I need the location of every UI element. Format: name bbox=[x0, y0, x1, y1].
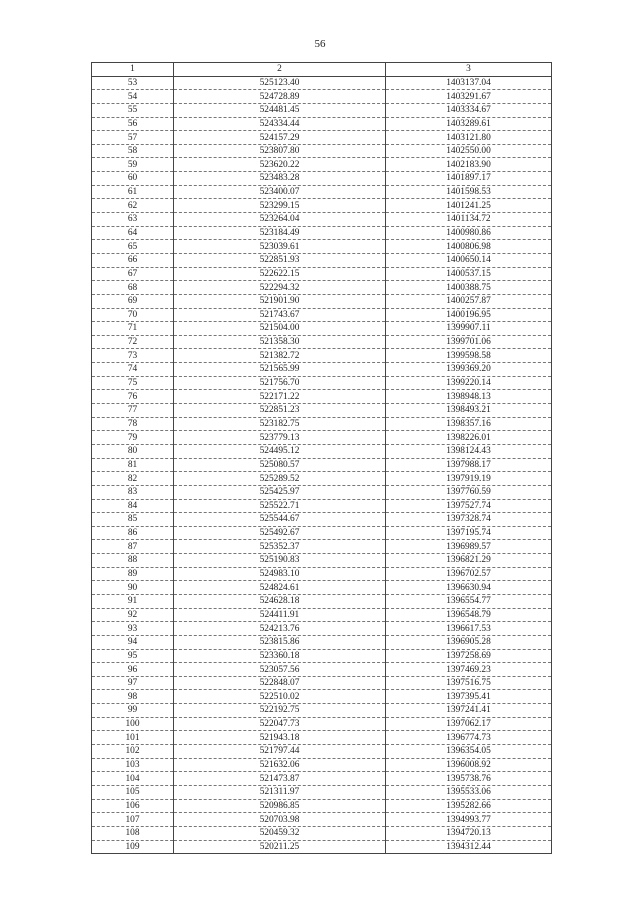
x-coordinate-cell: 525080.57 bbox=[174, 458, 386, 472]
y-coordinate-cell: 1401598.53 bbox=[386, 185, 552, 199]
table-row bbox=[92, 594, 552, 608]
y-coordinate-cell: 1400537.15 bbox=[386, 267, 552, 281]
x-coordinate-cell: 520986.85 bbox=[174, 799, 386, 813]
y-coordinate-cell: 1400388.75 bbox=[386, 281, 552, 295]
y-coordinate-cell: 1399907.11 bbox=[386, 322, 552, 336]
table-row bbox=[92, 117, 552, 131]
y-coordinate-cell: 1397760.59 bbox=[386, 485, 552, 499]
table-row bbox=[92, 158, 552, 172]
point-number-cell: 82 bbox=[92, 472, 174, 486]
x-coordinate-cell: 520211.25 bbox=[174, 840, 386, 854]
x-coordinate-cell: 523815.86 bbox=[174, 635, 386, 649]
table-row bbox=[92, 172, 552, 186]
table-row bbox=[92, 772, 552, 786]
x-coordinate-cell: 525289.52 bbox=[174, 472, 386, 486]
point-number-cell: 97 bbox=[92, 676, 174, 690]
table-row bbox=[92, 581, 552, 595]
point-number-cell: 72 bbox=[92, 335, 174, 349]
table-row bbox=[92, 731, 552, 745]
x-coordinate-cell: 521473.87 bbox=[174, 772, 386, 786]
y-coordinate-cell: 1400650.14 bbox=[386, 253, 552, 267]
point-number-cell: 60 bbox=[92, 172, 174, 186]
x-coordinate-cell: 525123.40 bbox=[174, 76, 386, 90]
y-coordinate-cell: 1399220.14 bbox=[386, 376, 552, 390]
y-coordinate-cell: 1399598.58 bbox=[386, 349, 552, 363]
x-coordinate-cell: 523620.22 bbox=[174, 158, 386, 172]
x-coordinate-cell: 524334.44 bbox=[174, 117, 386, 131]
table-row bbox=[92, 758, 552, 772]
x-coordinate-cell: 524481.45 bbox=[174, 103, 386, 117]
x-coordinate-cell: 522047.73 bbox=[174, 717, 386, 731]
y-coordinate-cell: 1396630.94 bbox=[386, 581, 552, 595]
x-coordinate-cell: 522171.22 bbox=[174, 390, 386, 404]
y-coordinate-cell: 1401134.72 bbox=[386, 213, 552, 227]
point-number-cell: 92 bbox=[92, 608, 174, 622]
point-number-cell: 55 bbox=[92, 103, 174, 117]
table-row bbox=[92, 322, 552, 336]
table-header-row bbox=[92, 63, 552, 77]
point-number-cell: 107 bbox=[92, 813, 174, 827]
y-coordinate-cell: 1396354.05 bbox=[386, 745, 552, 759]
x-coordinate-cell: 521632.06 bbox=[174, 758, 386, 772]
point-number-cell: 74 bbox=[92, 363, 174, 377]
point-number-cell: 80 bbox=[92, 444, 174, 458]
point-number-cell: 75 bbox=[92, 376, 174, 390]
y-coordinate-cell: 1395282.66 bbox=[386, 799, 552, 813]
table-row bbox=[92, 635, 552, 649]
x-coordinate-cell: 523057.56 bbox=[174, 663, 386, 677]
y-coordinate-cell: 1398357.16 bbox=[386, 417, 552, 431]
table-row bbox=[92, 213, 552, 227]
x-coordinate-cell: 522192.75 bbox=[174, 704, 386, 718]
x-coordinate-cell: 525544.67 bbox=[174, 513, 386, 527]
x-coordinate-cell: 523184.49 bbox=[174, 226, 386, 240]
x-coordinate-cell: 523483.28 bbox=[174, 172, 386, 186]
point-number-cell: 109 bbox=[92, 840, 174, 854]
point-number-cell: 64 bbox=[92, 226, 174, 240]
table-row bbox=[92, 785, 552, 799]
x-coordinate-cell: 523039.61 bbox=[174, 240, 386, 254]
point-number-cell: 102 bbox=[92, 745, 174, 759]
x-coordinate-cell: 523779.13 bbox=[174, 431, 386, 445]
x-coordinate-cell: 524824.61 bbox=[174, 581, 386, 595]
table-row bbox=[92, 431, 552, 445]
table-row bbox=[92, 540, 552, 554]
table-row bbox=[92, 690, 552, 704]
y-coordinate-cell: 1397258.69 bbox=[386, 649, 552, 663]
x-coordinate-cell: 525190.83 bbox=[174, 554, 386, 568]
x-coordinate-cell: 521504.00 bbox=[174, 322, 386, 336]
y-coordinate-cell: 1400257.87 bbox=[386, 294, 552, 308]
point-number-cell: 90 bbox=[92, 581, 174, 595]
x-coordinate-cell: 521382.72 bbox=[174, 349, 386, 363]
table-row bbox=[92, 745, 552, 759]
point-number-cell: 73 bbox=[92, 349, 174, 363]
x-coordinate-cell: 523299.15 bbox=[174, 199, 386, 213]
point-number-cell: 77 bbox=[92, 404, 174, 418]
y-coordinate-cell: 1403289.61 bbox=[386, 117, 552, 131]
x-coordinate-cell: 522294.32 bbox=[174, 281, 386, 295]
y-coordinate-cell: 1397919.19 bbox=[386, 472, 552, 486]
x-coordinate-cell: 522851.23 bbox=[174, 404, 386, 418]
point-number-cell: 54 bbox=[92, 90, 174, 104]
x-coordinate-cell: 522851.93 bbox=[174, 253, 386, 267]
table-row bbox=[92, 308, 552, 322]
point-number-cell: 81 bbox=[92, 458, 174, 472]
y-coordinate-cell: 1396008.92 bbox=[386, 758, 552, 772]
point-number-cell: 88 bbox=[92, 554, 174, 568]
point-number-cell: 57 bbox=[92, 131, 174, 145]
point-number-cell: 63 bbox=[92, 213, 174, 227]
table-row bbox=[92, 840, 552, 854]
x-coordinate-cell: 521358.30 bbox=[174, 335, 386, 349]
y-coordinate-cell: 1399701.06 bbox=[386, 335, 552, 349]
x-coordinate-cell: 523182.75 bbox=[174, 417, 386, 431]
table-row bbox=[92, 294, 552, 308]
y-coordinate-cell: 1398226.01 bbox=[386, 431, 552, 445]
table-row bbox=[92, 717, 552, 731]
point-number-cell: 106 bbox=[92, 799, 174, 813]
table-row bbox=[92, 376, 552, 390]
y-coordinate-cell: 1397516.75 bbox=[386, 676, 552, 690]
point-number-cell: 101 bbox=[92, 731, 174, 745]
x-coordinate-cell: 525352.37 bbox=[174, 540, 386, 554]
table-row bbox=[92, 90, 552, 104]
point-number-cell: 76 bbox=[92, 390, 174, 404]
table-row bbox=[92, 144, 552, 158]
point-number-cell: 78 bbox=[92, 417, 174, 431]
y-coordinate-cell: 1397988.17 bbox=[386, 458, 552, 472]
x-coordinate-cell: 525522.71 bbox=[174, 499, 386, 513]
x-coordinate-cell: 524157.29 bbox=[174, 131, 386, 145]
y-coordinate-cell: 1397328.74 bbox=[386, 513, 552, 527]
y-coordinate-cell: 1401897.17 bbox=[386, 172, 552, 186]
point-number-cell: 84 bbox=[92, 499, 174, 513]
x-coordinate-cell: 524411.91 bbox=[174, 608, 386, 622]
point-number-cell: 95 bbox=[92, 649, 174, 663]
x-coordinate-cell: 521797.44 bbox=[174, 745, 386, 759]
point-number-cell: 70 bbox=[92, 308, 174, 322]
table-row bbox=[92, 281, 552, 295]
table-row bbox=[92, 76, 552, 90]
y-coordinate-cell: 1398948.13 bbox=[386, 390, 552, 404]
y-coordinate-cell: 1395738.76 bbox=[386, 772, 552, 786]
point-number-cell: 65 bbox=[92, 240, 174, 254]
table-row bbox=[92, 199, 552, 213]
x-coordinate-cell: 521743.67 bbox=[174, 308, 386, 322]
y-coordinate-cell: 1403291.67 bbox=[386, 90, 552, 104]
page-number: 56 bbox=[314, 38, 326, 50]
table-row bbox=[92, 444, 552, 458]
x-coordinate-cell: 524728.89 bbox=[174, 90, 386, 104]
y-coordinate-cell: 1403137.04 bbox=[386, 76, 552, 90]
x-coordinate-cell: 521756.70 bbox=[174, 376, 386, 390]
table-row bbox=[92, 608, 552, 622]
y-coordinate-cell: 1396905.28 bbox=[386, 635, 552, 649]
y-coordinate-cell: 1396989.57 bbox=[386, 540, 552, 554]
table-row bbox=[92, 813, 552, 827]
x-coordinate-cell: 525492.67 bbox=[174, 526, 386, 540]
point-number-cell: 58 bbox=[92, 144, 174, 158]
x-coordinate-cell: 521943.18 bbox=[174, 731, 386, 745]
point-number-cell: 61 bbox=[92, 185, 174, 199]
point-number-cell: 66 bbox=[92, 253, 174, 267]
x-coordinate-cell: 522848.07 bbox=[174, 676, 386, 690]
y-coordinate-cell: 1403121.80 bbox=[386, 131, 552, 145]
point-number-cell: 100 bbox=[92, 717, 174, 731]
table-row bbox=[92, 704, 552, 718]
point-number-cell: 53 bbox=[92, 76, 174, 90]
point-number-cell: 108 bbox=[92, 826, 174, 840]
x-coordinate-cell: 520459.32 bbox=[174, 826, 386, 840]
y-coordinate-cell: 1400980.86 bbox=[386, 226, 552, 240]
point-number-cell: 87 bbox=[92, 540, 174, 554]
y-coordinate-cell: 1402550.00 bbox=[386, 144, 552, 158]
x-coordinate-cell: 522510.02 bbox=[174, 690, 386, 704]
x-coordinate-cell: 520703.98 bbox=[174, 813, 386, 827]
y-coordinate-cell: 1396774.73 bbox=[386, 731, 552, 745]
table-row bbox=[92, 622, 552, 636]
table-row bbox=[92, 799, 552, 813]
table-row bbox=[92, 567, 552, 581]
y-coordinate-cell: 1397469.23 bbox=[386, 663, 552, 677]
table-row bbox=[92, 349, 552, 363]
y-coordinate-cell: 1401241.25 bbox=[386, 199, 552, 213]
point-number-cell: 91 bbox=[92, 594, 174, 608]
y-coordinate-cell: 1395533.06 bbox=[386, 785, 552, 799]
y-coordinate-cell: 1398493.21 bbox=[386, 404, 552, 418]
column-header-1: 1 bbox=[92, 63, 174, 77]
y-coordinate-cell: 1397395.41 bbox=[386, 690, 552, 704]
point-number-cell: 105 bbox=[92, 785, 174, 799]
table-row bbox=[92, 267, 552, 281]
table-row bbox=[92, 417, 552, 431]
table-row bbox=[92, 390, 552, 404]
y-coordinate-cell: 1394720.13 bbox=[386, 826, 552, 840]
x-coordinate-cell: 525425.97 bbox=[174, 485, 386, 499]
x-coordinate-cell: 523807.80 bbox=[174, 144, 386, 158]
y-coordinate-cell: 1400806.98 bbox=[386, 240, 552, 254]
y-coordinate-cell: 1397195.74 bbox=[386, 526, 552, 540]
point-number-cell: 99 bbox=[92, 704, 174, 718]
y-coordinate-cell: 1399369.20 bbox=[386, 363, 552, 377]
y-coordinate-cell: 1397241.41 bbox=[386, 704, 552, 718]
point-number-cell: 96 bbox=[92, 663, 174, 677]
table-row bbox=[92, 131, 552, 145]
point-number-cell: 86 bbox=[92, 526, 174, 540]
table-body bbox=[92, 76, 552, 854]
x-coordinate-cell: 523400.07 bbox=[174, 185, 386, 199]
y-coordinate-cell: 1396617.53 bbox=[386, 622, 552, 636]
y-coordinate-cell: 1394312.44 bbox=[386, 840, 552, 854]
table-row bbox=[92, 240, 552, 254]
point-number-cell: 71 bbox=[92, 322, 174, 336]
table-row bbox=[92, 499, 552, 513]
point-number-cell: 69 bbox=[92, 294, 174, 308]
table-row bbox=[92, 185, 552, 199]
x-coordinate-cell: 521311.97 bbox=[174, 785, 386, 799]
y-coordinate-cell: 1403334.67 bbox=[386, 103, 552, 117]
x-coordinate-cell: 524495.12 bbox=[174, 444, 386, 458]
table-row bbox=[92, 663, 552, 677]
table-row bbox=[92, 103, 552, 117]
x-coordinate-cell: 523360.18 bbox=[174, 649, 386, 663]
table-row bbox=[92, 226, 552, 240]
table-row bbox=[92, 458, 552, 472]
x-coordinate-cell: 524213.76 bbox=[174, 622, 386, 636]
table-row bbox=[92, 472, 552, 486]
table-row bbox=[92, 253, 552, 267]
table-row bbox=[92, 526, 552, 540]
point-number-cell: 79 bbox=[92, 431, 174, 445]
point-number-cell: 56 bbox=[92, 117, 174, 131]
point-number-cell: 68 bbox=[92, 281, 174, 295]
table-row bbox=[92, 335, 552, 349]
y-coordinate-cell: 1394993.77 bbox=[386, 813, 552, 827]
point-number-cell: 94 bbox=[92, 635, 174, 649]
table-row bbox=[92, 649, 552, 663]
y-coordinate-cell: 1398124.43 bbox=[386, 444, 552, 458]
x-coordinate-cell: 521565.99 bbox=[174, 363, 386, 377]
x-coordinate-cell: 522622.15 bbox=[174, 267, 386, 281]
point-number-cell: 104 bbox=[92, 772, 174, 786]
table-row bbox=[92, 363, 552, 377]
table-row bbox=[92, 826, 552, 840]
table-row bbox=[92, 554, 552, 568]
y-coordinate-cell: 1396548.79 bbox=[386, 608, 552, 622]
coordinates-table bbox=[91, 62, 552, 854]
column-header-3: 3 bbox=[386, 63, 552, 77]
point-number-cell: 62 bbox=[92, 199, 174, 213]
table-row bbox=[92, 485, 552, 499]
point-number-cell: 103 bbox=[92, 758, 174, 772]
y-coordinate-cell: 1396821.29 bbox=[386, 554, 552, 568]
point-number-cell: 93 bbox=[92, 622, 174, 636]
y-coordinate-cell: 1402183.90 bbox=[386, 158, 552, 172]
column-header-2: 2 bbox=[174, 63, 386, 77]
x-coordinate-cell: 523264.04 bbox=[174, 213, 386, 227]
y-coordinate-cell: 1396554.77 bbox=[386, 594, 552, 608]
x-coordinate-cell: 524983.10 bbox=[174, 567, 386, 581]
y-coordinate-cell: 1396702.57 bbox=[386, 567, 552, 581]
x-coordinate-cell: 524628.18 bbox=[174, 594, 386, 608]
table-row bbox=[92, 676, 552, 690]
table-row bbox=[92, 404, 552, 418]
point-number-cell: 98 bbox=[92, 690, 174, 704]
point-number-cell: 67 bbox=[92, 267, 174, 281]
y-coordinate-cell: 1400196.95 bbox=[386, 308, 552, 322]
point-number-cell: 59 bbox=[92, 158, 174, 172]
point-number-cell: 85 bbox=[92, 513, 174, 527]
point-number-cell: 89 bbox=[92, 567, 174, 581]
x-coordinate-cell: 521901.90 bbox=[174, 294, 386, 308]
table-row bbox=[92, 513, 552, 527]
point-number-cell: 83 bbox=[92, 485, 174, 499]
y-coordinate-cell: 1397062.17 bbox=[386, 717, 552, 731]
y-coordinate-cell: 1397527.74 bbox=[386, 499, 552, 513]
